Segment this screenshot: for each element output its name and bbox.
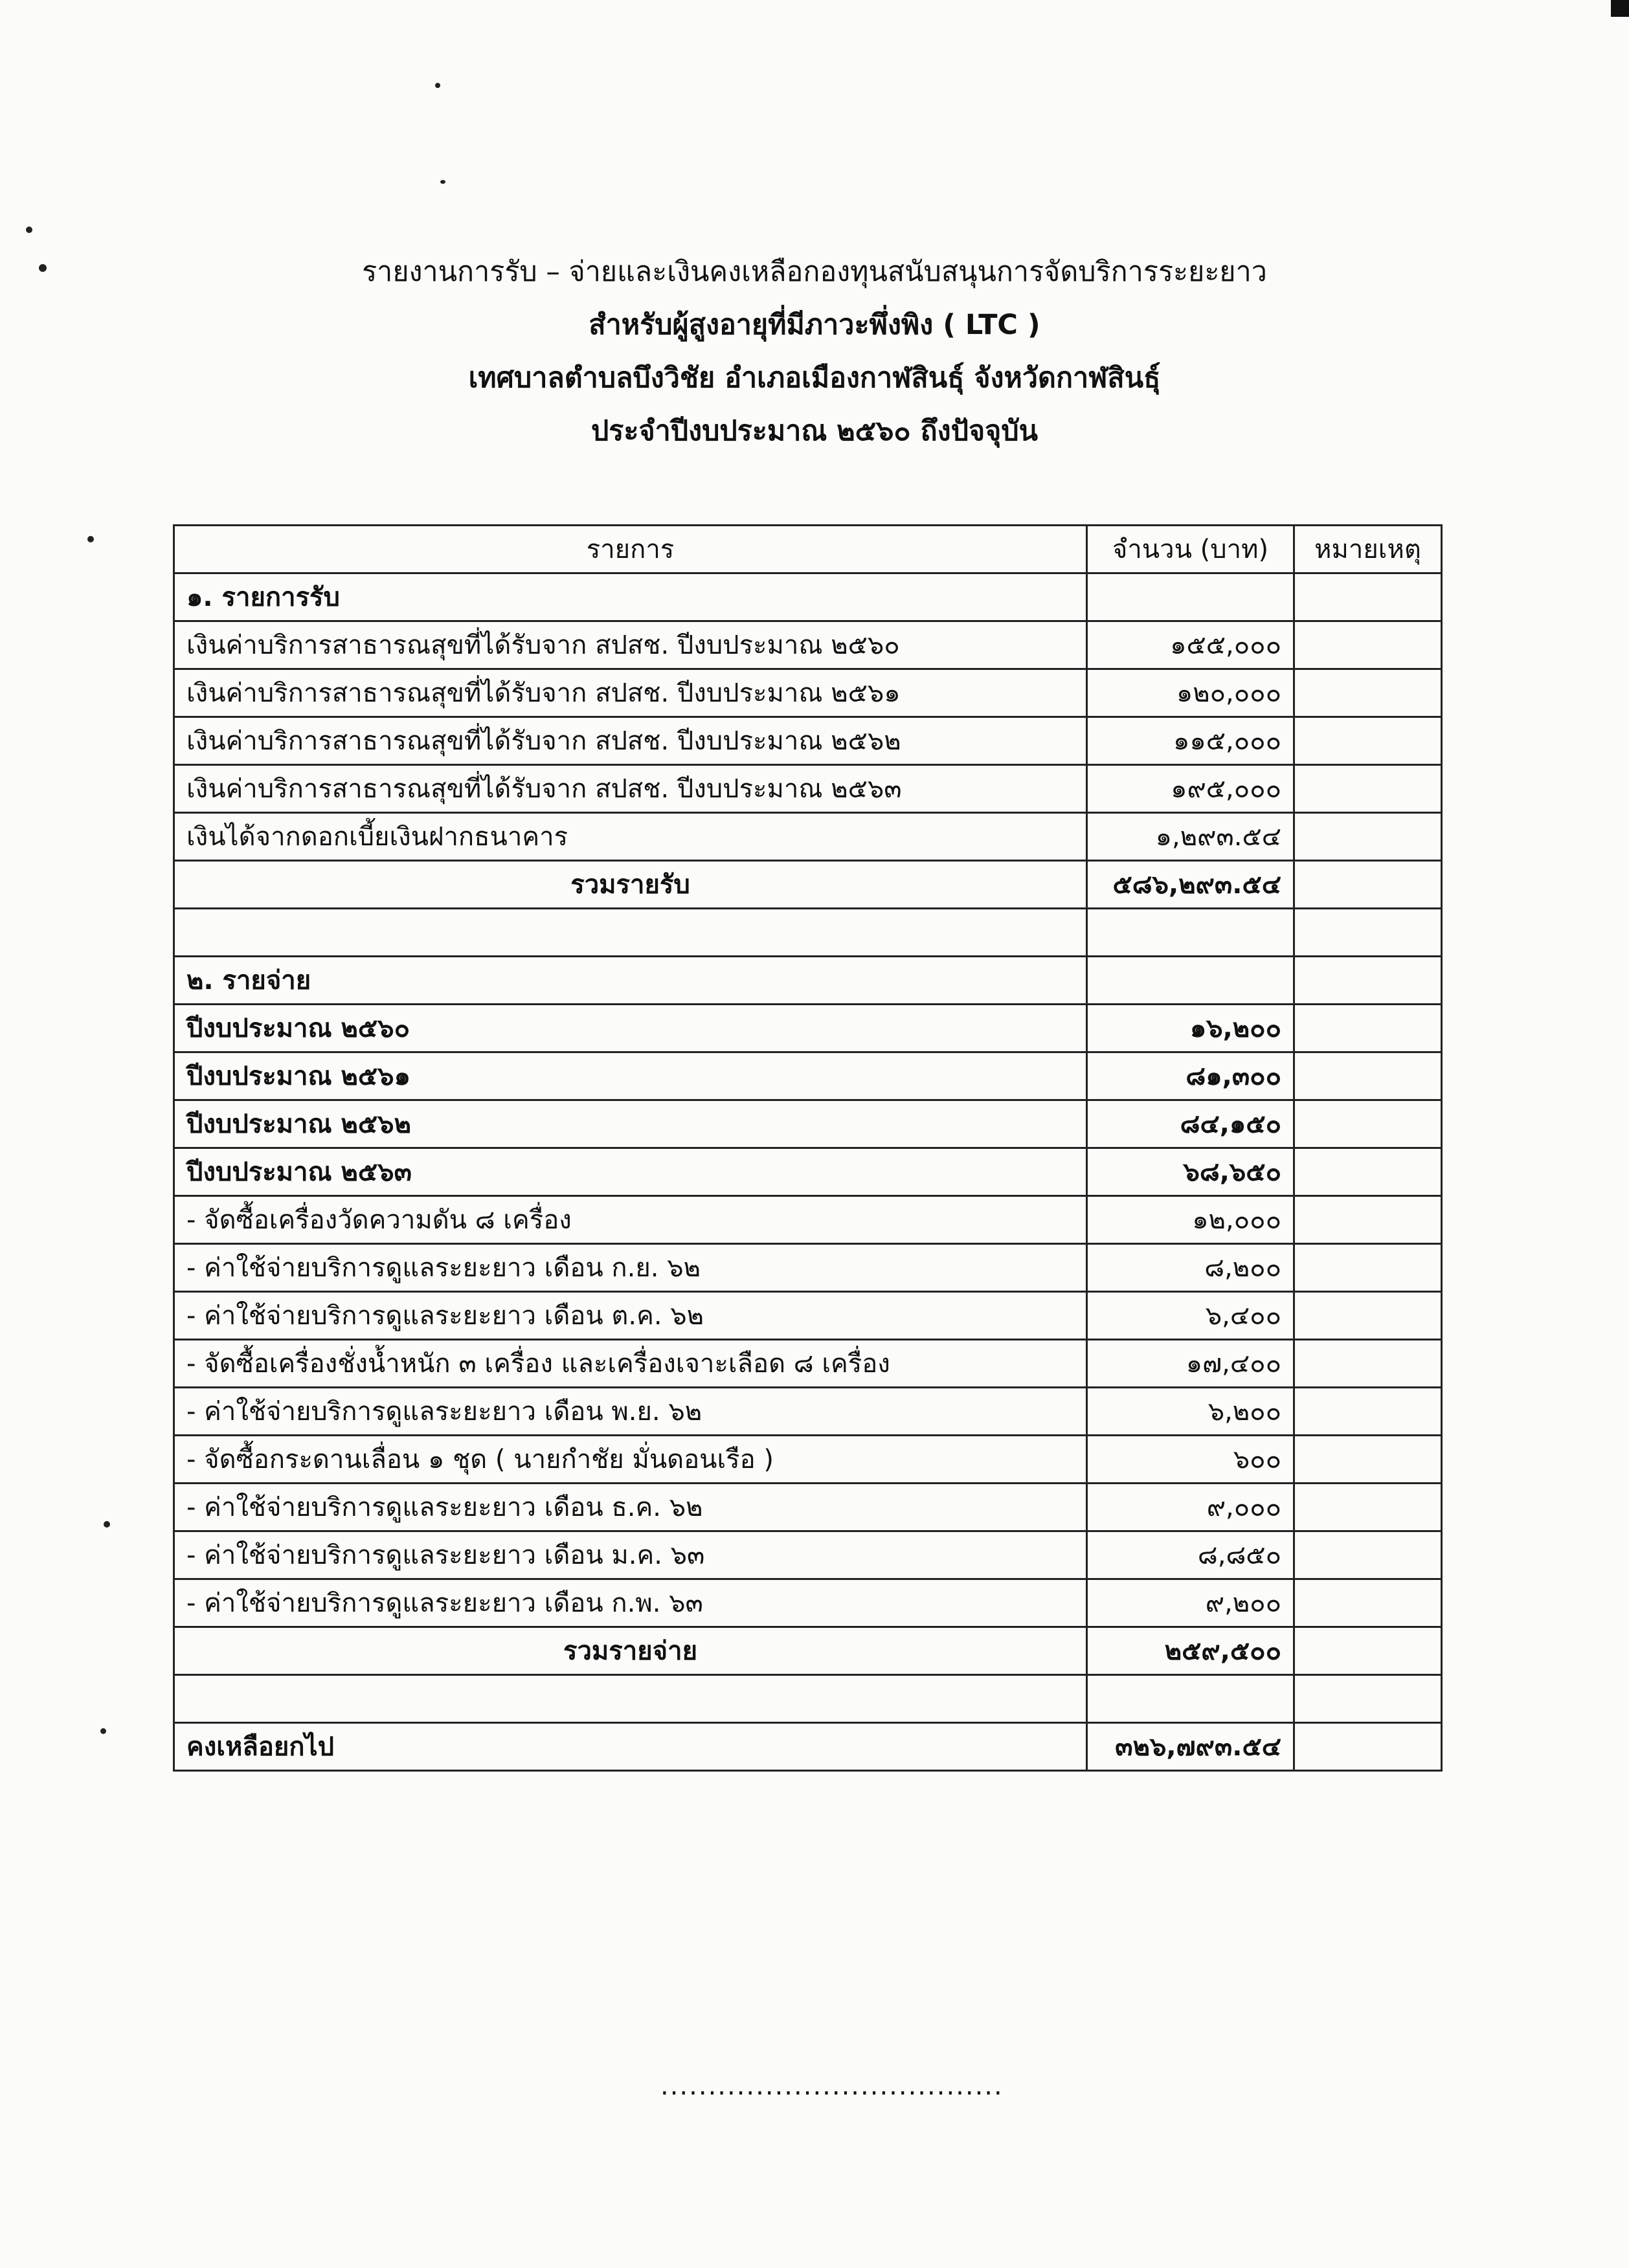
header-note: หมายเหตุ: [1294, 526, 1442, 573]
row-note: [1294, 1148, 1442, 1196]
scan-speck: [435, 83, 440, 88]
table-row: [174, 717, 1442, 765]
row-item: - จัดซื้อกระดานเลื่อน ๑ ชุด ( นายกำชัย มั่นดอนเรือ ): [174, 1436, 1087, 1484]
balance-amount: ๓๒๖,๗๙๓.๕๔: [1087, 1723, 1294, 1771]
row-note: [1294, 621, 1442, 669]
row-amount: ๑๑๕,๐๐๐: [1087, 717, 1294, 765]
row-note: [1294, 717, 1442, 765]
scan-edge-mark: [1611, 0, 1629, 17]
row-item: - ค่าใช้จ่ายบริการดูแลระยะยาว เดือน ก.ย. ๖๒: [174, 1244, 1087, 1292]
row-amount: ๑,๒๙๓.๕๔: [1087, 813, 1294, 861]
scan-speck: [87, 536, 94, 542]
row-item: - ค่าใช้จ่ายบริการดูแลระยะยาว เดือน ต.ค. ๖๒: [174, 1292, 1087, 1340]
empty-cell: [174, 1675, 1087, 1723]
header-item: รายการ: [174, 526, 1087, 573]
row-item: - ค่าใช้จ่ายบริการดูแลระยะยาว เดือน ก.พ. ๖๓: [174, 1579, 1087, 1627]
row-note: [1294, 1627, 1442, 1675]
expense-total-row: [174, 1627, 1442, 1675]
row-amount: ๙,๒๐๐: [1087, 1579, 1294, 1627]
row-item: - จัดซื้อเครื่องชั่งน้ำหนัก ๓ เครื่อง และเครื่องเจาะเลือด ๘ เครื่อง: [174, 1340, 1087, 1388]
row-note: [1294, 1388, 1442, 1436]
table-row: [174, 1100, 1442, 1148]
row-amount: ๑๗,๔๐๐: [1087, 1340, 1294, 1388]
row-note: [1294, 1100, 1442, 1148]
income-total-label: รวมรายรับ: [174, 861, 1087, 909]
table-header-row: [174, 526, 1442, 573]
row-note: [1294, 813, 1442, 861]
table-row: [174, 1005, 1442, 1052]
row-note: [1294, 1723, 1442, 1771]
row-note: [1294, 1436, 1442, 1484]
spacer-row: [174, 909, 1442, 957]
table-row: [174, 1052, 1442, 1100]
table-row: [174, 765, 1442, 813]
row-note: [1294, 1579, 1442, 1627]
row-amount: ๖๘,๖๕๐: [1087, 1148, 1294, 1196]
row-note: [1294, 669, 1442, 717]
table-row: [174, 1388, 1442, 1436]
row-amount: ๘,๘๕๐: [1087, 1531, 1294, 1579]
row-note: [1294, 1292, 1442, 1340]
scan-speck: [100, 1728, 106, 1734]
income-total-row: [174, 861, 1442, 909]
empty-cell: [1294, 1675, 1442, 1723]
scan-speck: [26, 227, 32, 233]
balance-row: [174, 1723, 1442, 1771]
row-amount: ๘๔,๑๕๐: [1087, 1100, 1294, 1148]
income-total-amount: ๕๘๖,๒๙๓.๕๔: [1087, 861, 1294, 909]
table-row: [174, 1579, 1442, 1627]
income-section-row: [174, 573, 1442, 621]
row-item: เงินค่าบริการสาธารณสุขที่ได้รับจาก สปสช. ปีงบประมาณ ๒๕๖๒: [174, 717, 1087, 765]
row-note: [1294, 1244, 1442, 1292]
row-note: [1294, 765, 1442, 813]
empty-cell: [1087, 909, 1294, 957]
expense-total-label: รวมรายจ่าย: [174, 1627, 1087, 1675]
empty-cell: [1087, 957, 1294, 1005]
row-item: เงินค่าบริการสาธารณสุขที่ได้รับจาก สปสช. ปีงบประมาณ ๒๕๖๐: [174, 621, 1087, 669]
row-note: [1294, 1052, 1442, 1100]
row-item: ปีงบประมาณ ๒๕๖๓: [174, 1148, 1087, 1196]
row-amount: ๘,๒๐๐: [1087, 1244, 1294, 1292]
row-note: [1294, 861, 1442, 909]
report-heading: [0, 256, 1629, 468]
footer-dotted-line: ....................................: [660, 2071, 1004, 2101]
row-amount: ๘๑,๓๐๐: [1087, 1052, 1294, 1100]
table-row: [174, 1340, 1442, 1388]
row-amount: ๑๒,๐๐๐: [1087, 1196, 1294, 1244]
row-item: - ค่าใช้จ่ายบริการดูแลระยะยาว เดือน พ.ย. ๖๒: [174, 1388, 1087, 1436]
row-item: เงินได้จากดอกเบี้ยเงินฝากธนาคาร: [174, 813, 1087, 861]
row-note: [1294, 1340, 1442, 1388]
report-title-line-3: เทศบาลตำบลบึงวิชัย อำเภอเมืองกาฬสินธุ์ จังหวัดกาฬสินธุ์: [468, 362, 1161, 394]
report-title-line-4: ประจำปีงบประมาณ ๒๕๖๐ ถึงปัจจุบัน: [590, 415, 1039, 447]
row-note: [1294, 1005, 1442, 1052]
row-item: เงินค่าบริการสาธารณสุขที่ได้รับจาก สปสช. ปีงบประมาณ ๒๕๖๓: [174, 765, 1087, 813]
row-amount: ๖๐๐: [1087, 1436, 1294, 1484]
empty-cell: [1087, 573, 1294, 621]
row-item: - ค่าใช้จ่ายบริการดูแลระยะยาว เดือน ม.ค. ๖๓: [174, 1531, 1087, 1579]
balance-label: คงเหลือยกไป: [174, 1723, 1087, 1771]
report-title-line-1: รายงานการรับ – จ่ายและเงินคงเหลือกองทุนสนับสนุนการจัดบริการระยะยาว: [362, 256, 1267, 288]
table-row: [174, 669, 1442, 717]
row-amount: ๑๙๕,๐๐๐: [1087, 765, 1294, 813]
header-amount: จำนวน (บาท): [1087, 526, 1294, 573]
table-row: [174, 1531, 1442, 1579]
ledger-table: [173, 524, 1443, 1772]
table-row: [174, 1148, 1442, 1196]
table-row: [174, 1196, 1442, 1244]
empty-cell: [1294, 909, 1442, 957]
row-note: [1294, 1196, 1442, 1244]
row-item: - จัดซื้อเครื่องวัดความดัน ๘ เครื่อง: [174, 1196, 1087, 1244]
table-row: [174, 1484, 1442, 1531]
row-amount: ๙,๐๐๐: [1087, 1484, 1294, 1531]
expense-section-row: [174, 957, 1442, 1005]
empty-cell: [1294, 957, 1442, 1005]
row-item: เงินค่าบริการสาธารณสุขที่ได้รับจาก สปสช. ปีงบประมาณ ๒๕๖๑: [174, 669, 1087, 717]
row-item: ปีงบประมาณ ๒๕๖๒: [174, 1100, 1087, 1148]
report-title-line-2: สำหรับผู้สูงอายุที่มีภาวะพึ่งพิง ( LTC ): [589, 309, 1040, 341]
empty-cell: [174, 909, 1087, 957]
expense-total-amount: ๒๕๙,๕๐๐: [1087, 1627, 1294, 1675]
scan-speck: [440, 180, 445, 184]
row-amount: ๑๕๕,๐๐๐: [1087, 621, 1294, 669]
row-note: [1294, 1531, 1442, 1579]
empty-cell: [1294, 573, 1442, 621]
row-item: - ค่าใช้จ่ายบริการดูแลระยะยาว เดือน ธ.ค. ๖๒: [174, 1484, 1087, 1531]
row-item: ปีงบประมาณ ๒๕๖๐: [174, 1005, 1087, 1052]
row-note: [1294, 1484, 1442, 1531]
row-amount: ๖,๔๐๐: [1087, 1292, 1294, 1340]
income-section-label: ๑. รายการรับ: [174, 573, 1087, 621]
table-row: [174, 621, 1442, 669]
table-row: [174, 1292, 1442, 1340]
table-row: [174, 813, 1442, 861]
table-row: [174, 1244, 1442, 1292]
row-amount: ๑๖,๒๐๐: [1087, 1005, 1294, 1052]
scan-speck: [104, 1521, 110, 1528]
expense-section-label: ๒. รายจ่าย: [174, 957, 1087, 1005]
empty-cell: [1087, 1675, 1294, 1723]
row-item: ปีงบประมาณ ๒๕๖๑: [174, 1052, 1087, 1100]
row-amount: ๖,๒๐๐: [1087, 1388, 1294, 1436]
row-amount: ๑๒๐,๐๐๐: [1087, 669, 1294, 717]
spacer-row: [174, 1675, 1442, 1723]
table-row: [174, 1436, 1442, 1484]
